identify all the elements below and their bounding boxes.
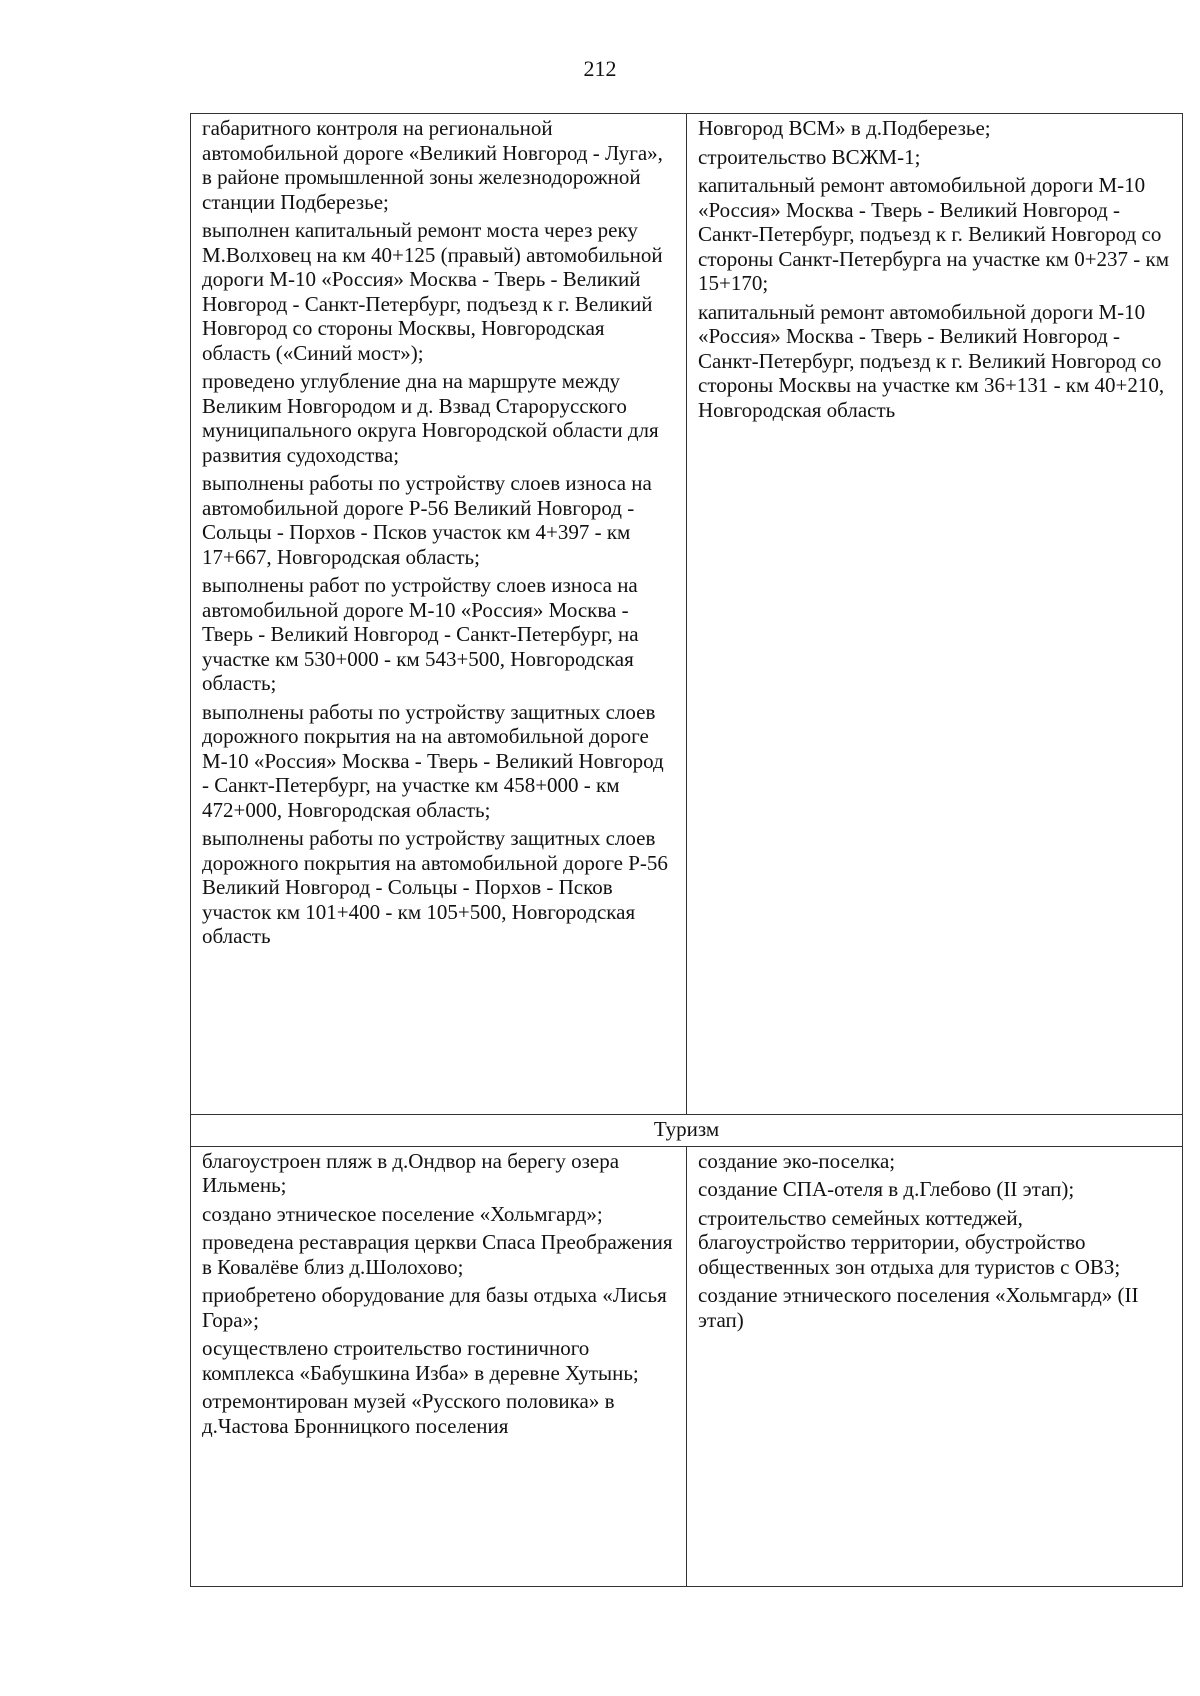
table-cell-planned	[687, 1146, 1183, 1586]
list-item: габаритного контроля на региональной автомобильной дороге «Великий Новгород - Луга», в районе промышленной зоны железнодорожной станции Подберезье;	[202, 116, 663, 214]
list-item: выполнены работы по устройству слоев износа на автомобильной дороге Р-56 Великий Новгород - Сольцы - Порхов - Псков участок км 4+397 - км 17+667, Новгородская область;	[202, 471, 652, 569]
table-cell-planned	[687, 114, 1183, 1115]
list-item: строительство ВСЖМ-1;	[698, 144, 921, 169]
table-cell-completed	[191, 1146, 687, 1586]
section-header-row	[191, 1115, 1183, 1147]
list-item: капитальный ремонт автомобильной дороги М-10 «Россия» Москва - Тверь - Великий Новгород - Санкт-Петербург, подъезд к г. Великий Новгород со стороны Санкт-Петербурга на участке км 0+237 - км 15+170;	[698, 173, 1170, 295]
list-item: выполнены работ по устройству слоев износа на автомобильной дороге М-10 «Россия» Москва - Тверь - Великий Новгород - Санкт-Петербург, на участке км 530+000 - км 543+500, Новгородская область;	[202, 573, 639, 695]
list-item: создание СПА-отеля в д.Глебово (II этап);	[698, 1177, 1075, 1201]
list-item: создание эко-поселка;	[698, 1148, 896, 1173]
page-number: 212	[583, 56, 617, 81]
list-item: выполнены работы по устройству защитных слоев дорожного покрытия на на автомобильной дороге М-10 «Россия» Москва - Тверь - Великий Новгород - Санкт-Петербург, на участке км 458+000 - км 472+000, Новгородская область;	[202, 699, 664, 822]
table-cell-completed	[191, 114, 687, 1115]
list-item: проведено углубление дна на маршруте между Великим Новгородом и д. Взвад Старорусского муниципального округа Новгородской области для развития судоходства;	[202, 369, 659, 467]
list-item: создание этнического поселения «Хольмгард» (II этап)	[698, 1283, 1139, 1332]
list-item: осуществлено строительство гостиничного комплекса «Бабушкина Изба» в деревне Хутынь;	[202, 1336, 639, 1385]
list-item: проведена реставрация церкви Спаса Преображения в Ковалёве близ д.Шолохово;	[202, 1230, 673, 1279]
list-item: выполнен капитальный ремонт моста через реку М.Волховец на км 40+125 (правый) автомобильной дороги М-10 «Россия» Москва - Тверь - Великий Новгород - Санкт-Петербург, подъезд к г. Великий Новгород со стороны Москвы, Новгородская область («Синий мост»);	[202, 218, 663, 365]
list-item: строительство семейных коттеджей, благоустройство территории, обустройство общественных зон отдыха для туристов с ОВЗ;	[698, 1205, 1121, 1279]
list-item: выполнены работы по устройству защитных слоев дорожного покрытия на автомобильной дороге Р-56 Великий Новгород - Сольцы - Порхов - Псков участок км 101+400 - км 105+500, Новгородская область	[202, 826, 668, 948]
table-row	[191, 1146, 1183, 1586]
list-item: приобретено оборудование для базы отдыха «Лисья Гора»;	[202, 1283, 667, 1332]
section-title-tourism: Туризм	[191, 1115, 1183, 1147]
list-item: капитальный ремонт автомобильной дороги М-10 «Россия» Москва - Тверь - Великий Новгород - Санкт-Петербург, подъезд к г. Великий Новгород со стороны Москвы на участке км 36+131 - км 40+210, Новгородская область	[698, 299, 1165, 422]
list-item: благоустроен пляж в д.Ондвор на берегу озера Ильмень;	[202, 1148, 620, 1197]
document-table	[190, 113, 1183, 1587]
list-item: Новгород ВСМ» в д.Подберезье;	[698, 116, 991, 140]
list-item: отремонтирован музей «Русского половика» в д.Частова Бронницкого поселения	[202, 1389, 615, 1438]
list-item: создано этническое поселение «Хольмгард»;	[202, 1201, 603, 1226]
table-row	[191, 114, 1183, 1115]
